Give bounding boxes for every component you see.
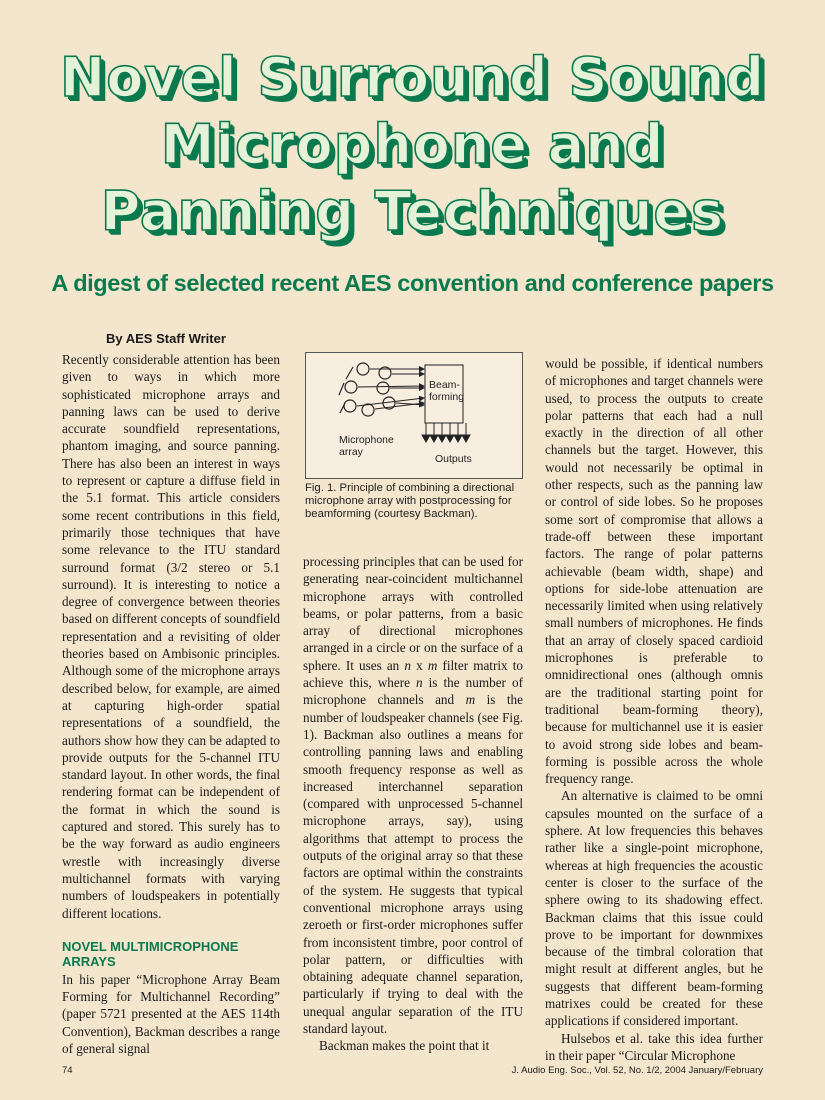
mic-capsule (344, 400, 356, 412)
beamforming-label: Beam- forming (429, 379, 465, 403)
figure-caption: Fig. 1. Principle of combining a directional microphone array with postprocessing for beamforming (courtesy Backman). (305, 482, 515, 520)
text-column-1 (62, 351, 280, 1057)
text-column-3 (545, 355, 763, 1064)
section-heading: NOVEL MULTIMICROPHONE ARRAYS (62, 938, 239, 969)
beamforming-diagram (306, 353, 522, 478)
paragraph: An alternative is claimed to be omni capsules mounted on the surface of a sphere. At low frequencies this behaves rather like a single-point microphone, whereas at high frequencies the acoustic center is closer to the surface of the sphere owing to its shadowing effect. Backman claims that this issue could prove to be important for downmixes because of the timbral coloration that might result at different angles, but he suggests that different beam-forming matrixes could be created for these applications if considered important. (545, 788, 763, 1029)
paragraph: Hulsebos et al. take this idea further in their paper “Circular Microphone (545, 1030, 763, 1063)
paragraph: In his paper “Microphone Array Beam Forming for Multichannel Recording” (paper 5721 presented at the AES 114th Convention), Backman describes a range of general signal (62, 971, 280, 1056)
mic-capsule (357, 363, 369, 375)
title-line-1: Novel Surround Sound (60, 46, 765, 109)
text-column-2 (303, 553, 523, 1055)
mic-stem (346, 367, 353, 379)
paragraph: processing principles that can be used for generating near-coincident multichannel microphone arrays with controlled beams, or polar patterns, from a basic array of directional microphones arranged in a circle or on the surface of a sphere. It uses an n x m filter matrix to achieve this, where n is the number of microphone channels and m is the number of loudspeaker channels (see Fig. 1). Backman also outlines a means for controlling panning laws and enabling smooth frequency response as well as increased interchannel separation (compared with unprocessed 5-channel microphone arrays, say), using algorithms that attempt to process the outputs of the original array so that these factors are optimal within the constraints of the system. He suggests that typical conventional microphone arrays using zeroeth or first-order microphones suffer from inconsistent timbre, poor control of polar pattern, or difficulties with obtaining adequate channel separation, particularly if trying to deal with the unequal angular separation of the ITU standard layout. (303, 554, 523, 1037)
journal-citation: J. Audio Eng. Soc., Vol. 52, No. 1/2, 2004 January/February (511, 1065, 763, 1076)
outputs-label: Outputs (435, 453, 472, 465)
article-subtitle: A digest of selected recent AES convention and conference papers (51, 270, 774, 296)
output-arrows (422, 423, 470, 442)
page-number: 74 (62, 1065, 73, 1076)
paragraph: Recently considerable attention has been given to ways in which more sophisticated microphone arrays and panning laws can be used to derive accurate soundfield representations, phantom imaging, and source panning. There has also been an interest in ways to represent or capture a diffuse field in the 5.1 format. This article considers some recent contributions in this field, primarily those techniques that have some relevance to the ITU standard surround format (3/2 stereo or 5.1 surround). It is interesting to notice a degree of convergence between theories based on different concepts of soundfield representation and a revisiting of older theories based on Ambisonic principles. Although some of the microphone arrays described below, for example, are aimed at capturing high-order spatial representations of a soundfield, the authors show how they can be adapted to provide outputs for the 5-channel ITU standard layout. In other words, the final rendering format can be independent of the format in which the sound is captured and stored. This surely has to be the way forward as audio engineers wrestle with increasingly diverse multichannel formats with varying numbers of loudspeakers in potentially different locations. (62, 352, 280, 921)
title-line-3: Panning Techniques (100, 180, 725, 243)
mic-capsule (377, 382, 389, 394)
figure-1 (305, 352, 523, 479)
paragraph: would be possible, if identical numbers of microphones and target channels were used, to process the outputs to create polar patterns that each had a null exactly in the direction of all other channels but the target. However, this would not necessarily be optimal in other respects, such as the panning law or control of side lobes. So he proposes some sort of compromise that allows a trade-off between these important factors. The range of polar patterns achievable (beam width, shape) and options for side-lobe attenuation are necessarily limited when using relatively small numbers of microphones. He finds that an array of closely spaced cardioid microphones is preferable to omnidirectional ones (although omnis are the traditional starting point for traditional beam-forming theory), because for multichannel use it is easier to avoid strong side lobes and beam-forming is possible across the whole frequency range. (545, 356, 763, 787)
byline: By AES Staff Writer (106, 331, 226, 346)
mic-stem (339, 383, 344, 395)
mic-capsule (345, 381, 357, 393)
mic-capsule (362, 404, 374, 416)
article-title (0, 44, 825, 245)
paragraph: Backman makes the point that it (319, 1038, 490, 1054)
title-line-2: Microphone and (160, 113, 665, 176)
microphone-array-label: Microphone array (339, 434, 394, 458)
